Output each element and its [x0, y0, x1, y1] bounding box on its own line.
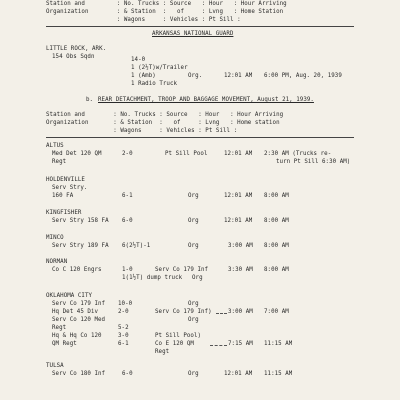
norman-arrive: 8:00 AM [264, 267, 289, 273]
top-header-line-2: Organization : & Station : of : Lvng : Home Station [46, 9, 284, 15]
okc-bracket-1 [216, 313, 227, 314]
norman-lvng: 3:30 AM [228, 267, 253, 273]
tulsa-trucks: 6-0 [122, 371, 133, 377]
norman-trucks-1: 1-0 [122, 267, 133, 273]
altus-source: Pt Sill Pool [165, 151, 208, 157]
minco-unit: Serv Stry 189 FA [52, 243, 109, 249]
place-tulsa: TULSA [46, 363, 64, 369]
okc-source-2: Serv Co 179 Inf) [155, 309, 212, 315]
kingfisher-arrive: 8:00 AM [264, 218, 289, 224]
section-b-letter: b. [86, 97, 94, 103]
place-minco: MINCO [46, 235, 64, 241]
source-a: Org. [188, 73, 203, 79]
arrive-a: 6:00 PM, Aug. 20, 1939 [264, 73, 342, 79]
minco-arrive: 8:00 AM [264, 243, 289, 249]
okc-trucks-3: 5-2 [118, 325, 129, 331]
okc-lvng-1: 3:00 AM [228, 309, 253, 315]
minco-source: Org [188, 243, 199, 249]
place-oklahoma-city: OKLAHOMA CITY [46, 293, 93, 299]
okc-unit-5: Hq & Hq Co 120 [52, 333, 102, 339]
place-norman: NORMAN [46, 259, 68, 265]
okc-trucks-1: 10-0 [118, 301, 133, 307]
holdenville-unit-2: 160 FA [52, 193, 74, 199]
tulsa-unit: Serv Co 180 Inf [52, 371, 106, 377]
okc-source-6: Regt [155, 349, 170, 355]
kingfisher-source: Org [188, 218, 199, 224]
okc-arrive-1: 7:00 AM [264, 309, 289, 315]
altus-arrive-1: 2:30 AM (Trucks re- [264, 151, 332, 157]
okc-trucks-5: 6-1 [118, 341, 129, 347]
top-header-line-3: : Wagons : Vehicles : Pt Sill : [46, 17, 241, 23]
section-b-title: REAR DETACHMENT, TROOP AND BAGGAGE MOVEMENT, August 21, 1939. [98, 97, 314, 103]
okc-unit-6: QM Regt [52, 341, 77, 347]
norman-unit: Co C 120 Engrs [52, 267, 102, 273]
altus-arrive-2: turn Pt Sill 6:30 AM) [276, 159, 351, 165]
kingfisher-lvng: 12:01 AM [224, 218, 253, 224]
okc-arrive-2: 11:15 AM [264, 341, 293, 347]
trucks-a-4: 1 Radio Truck [131, 81, 178, 87]
okc-source-4: Pt Sill Pool) [155, 333, 202, 339]
altus-unit-1: Med Det 120 QM [52, 151, 102, 157]
section-b-rule [46, 137, 354, 138]
okc-unit-1: Serv Co 179 Inf [52, 301, 106, 307]
place-kingfisher: KINGFISHER [46, 210, 82, 216]
place-holdenville: HOLDENVILLE [46, 177, 85, 183]
okc-source-5: Co E 120 QM [155, 341, 194, 347]
kingfisher-unit: Serv Stry 158 FA [52, 218, 109, 224]
okc-trucks-2: 2-0 [118, 309, 129, 315]
altus-lvng: 12:01 AM [224, 151, 253, 157]
top-header-line-1: Station and : No. Trucks : Source : Hour : Hour Arriving [46, 1, 287, 7]
altus-trucks: 2-0 [122, 151, 133, 157]
trucks-a-3: 1 (Amb) [131, 73, 156, 79]
minco-lvng: 3:00 AM [228, 243, 253, 249]
okc-unit-4: Regt [52, 325, 67, 331]
norman-source-2: Org [192, 275, 203, 281]
holdenville-source: Org [188, 193, 199, 199]
section-a-title: ARKANSAS NATIONAL GUARD [152, 31, 234, 37]
okc-unit-2: Hq Det 45 Div [52, 309, 99, 315]
place-little-rock: LITTLE ROCK, ARK. [46, 46, 107, 52]
norman-source-1: Serv Co 179 Inf [155, 267, 209, 273]
tulsa-lvng: 12:01 AM [224, 371, 253, 377]
holdenville-unit-1: Serv Stry. [52, 185, 88, 191]
okc-source-3: Org [188, 317, 199, 323]
header-rule [46, 26, 354, 27]
trucks-a-2: 1 (2½T)w/Trailer [131, 65, 188, 71]
okc-trucks-4: 3-0 [118, 333, 129, 339]
trucks-a-1: 14-0 [131, 57, 146, 63]
holdenville-arrive: 8:00 AM [264, 193, 289, 199]
holdenville-trucks: 6-1 [122, 193, 133, 199]
section-b-header-2: Organization : & Station : of : Lvng : Home station [46, 120, 280, 126]
place-altus: ALTUS [46, 143, 64, 149]
norman-trucks-2: 1(1½T) dump truck [122, 275, 183, 281]
okc-source-1: Org [188, 301, 199, 307]
holdenville-lvng: 12:01 AM [224, 193, 253, 199]
section-b-header-1: Station and : No. Trucks : Source : Hour : Hour Arriving [46, 112, 284, 118]
okc-lvng-2: 7:15 AM [228, 341, 253, 347]
okc-unit-3: Serv Co 120 Med [52, 317, 106, 323]
tulsa-arrive: 11:15 AM [264, 371, 293, 377]
tulsa-source: Org [188, 371, 199, 377]
kingfisher-trucks: 6-0 [122, 218, 133, 224]
altus-unit-2: Regt [52, 159, 67, 165]
okc-bracket-2 [210, 345, 227, 346]
section-b-header-3: : Wagons : Vehicles : Pt Sill : [46, 128, 238, 134]
lvng-a: 12:01 AM [224, 73, 253, 79]
unit-154-obs: 154 Obs Sqdn [52, 54, 95, 60]
minco-trucks: 6(2½T)-1 [122, 243, 151, 249]
